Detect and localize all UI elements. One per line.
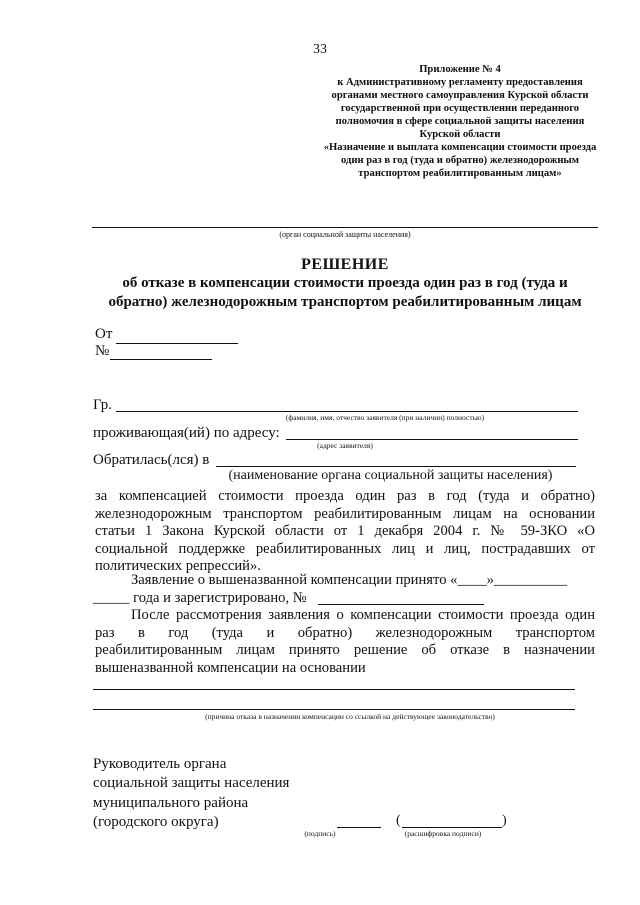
reason-field-line-1 bbox=[93, 689, 575, 690]
number-field-line bbox=[110, 359, 212, 360]
applied-label: Обратилась(лся) в bbox=[93, 452, 210, 468]
reason-field-line-2 bbox=[93, 709, 575, 710]
number-label: № bbox=[95, 343, 110, 359]
decision-subtitle-line: обратно) железнодорожным транспортом реабилитированным лицам bbox=[108, 294, 582, 310]
address-caption: (адрес заявителя) bbox=[317, 441, 373, 450]
organ-caption: (орган социальной защиты населения) bbox=[279, 230, 411, 239]
appendix-line: органами местного самоуправления Курской области bbox=[331, 90, 589, 101]
signature-line bbox=[337, 827, 381, 828]
citizen-label: Гр. bbox=[93, 397, 112, 413]
applied-caption: (наименование органа социальной защиты населения) bbox=[228, 468, 553, 483]
from-label: От bbox=[95, 326, 113, 342]
appendix-title: Приложение № 4 bbox=[419, 64, 501, 75]
organ-field-line bbox=[92, 227, 598, 228]
decision-paragraph bbox=[95, 607, 595, 677]
application-line: Заявление о вышеназванной компенсации принято «____»__________ bbox=[131, 572, 567, 588]
appendix-line: «Назначение и выплата компенсации стоимости проезда bbox=[323, 142, 597, 153]
appendix-line: транспортом реабилитированным лицам» bbox=[358, 168, 562, 179]
citizen-field-line bbox=[116, 411, 578, 412]
citizen-caption: (фамилия, имя, отчество заявителя (при наличии) полностью) bbox=[285, 413, 485, 422]
decision-subtitle-line: об отказе в компенсации стоимости проезда один раз в год (туда и bbox=[122, 275, 568, 291]
paragraph-line: раз в год (туда и обратно) железнодорожным транспортом bbox=[95, 624, 595, 641]
decode-open-paren: ( bbox=[396, 813, 401, 828]
reason-caption: (причина отказа в назначении компенсации со ссылкой на действующее законодательство) bbox=[205, 712, 495, 721]
paragraph-line: социальной поддержке реабилитированных лиц и лиц, пострадавших от bbox=[95, 540, 595, 557]
from-field-line bbox=[116, 343, 238, 344]
appendix-line: Курской области bbox=[419, 129, 501, 140]
paragraph-line: статьи 1 Закона Курской области от 1 декабря 2004 г. № 59-ЗКО «О bbox=[95, 523, 595, 539]
registration-line: _____ года и зарегистрировано, № bbox=[93, 590, 307, 606]
decode-line bbox=[402, 827, 502, 828]
signature-caption: (подпись) bbox=[304, 829, 336, 838]
page-number: 33 bbox=[313, 42, 327, 57]
signature-title-line: (городского округа) bbox=[93, 814, 219, 830]
signature-title-line: муниципального района bbox=[93, 795, 249, 811]
signature-title-line: Руководитель органа bbox=[93, 756, 227, 772]
signature-title-line: социальной защиты населения bbox=[93, 775, 290, 791]
appendix-line: к Административному регламенту предоставления bbox=[337, 77, 583, 88]
appendix-block bbox=[300, 63, 620, 180]
decode-caption: (расшифровка подписи) bbox=[404, 829, 482, 838]
paragraph-line: политических репрессий». bbox=[95, 558, 261, 574]
paragraph-line: вышеназванной компенсации на основании bbox=[95, 659, 366, 676]
decision-title: РЕШЕНИЕ bbox=[301, 256, 389, 273]
decode-close-paren: ) bbox=[502, 813, 507, 828]
paragraph-line: за компенсацией стоимости проезда один раз в год (туда и обратно) bbox=[95, 488, 595, 504]
address-field-line bbox=[286, 439, 578, 440]
paragraph-line: реабилитированным лицам принято решение об отказе в назначении bbox=[95, 642, 595, 658]
paragraph-line: После рассмотрения заявления о компенсации стоимости проезда один bbox=[131, 607, 595, 623]
applied-field-line bbox=[216, 466, 576, 467]
basis-paragraph bbox=[95, 488, 595, 576]
appendix-line: полномочия в сфере социальной защиты населения bbox=[335, 116, 585, 127]
appendix-line: государственной при осуществлении переданного bbox=[340, 103, 580, 114]
registration-number-line bbox=[318, 604, 484, 605]
paragraph-line: железнодорожным транспортом реабилитированным лицам на основании bbox=[95, 505, 595, 522]
appendix-line: один раз в год (туда и обратно) железнодорожным bbox=[341, 155, 579, 166]
decision-subtitle bbox=[80, 274, 610, 312]
address-label: проживающая(ий) по адресу: bbox=[93, 425, 280, 441]
